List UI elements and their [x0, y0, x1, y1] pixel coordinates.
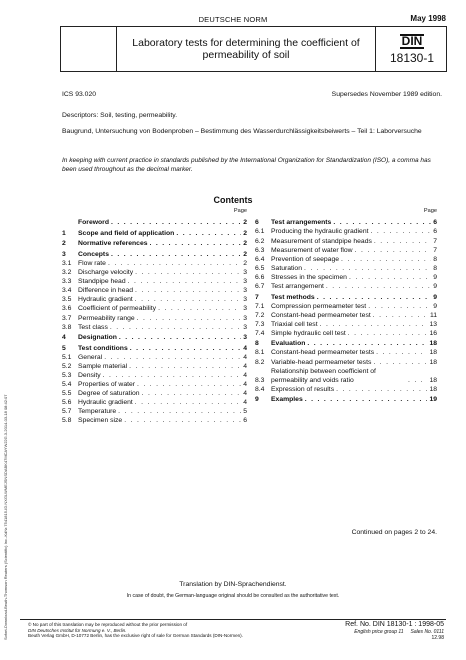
toc-entry [62, 286, 247, 295]
toc-page: 18 [429, 376, 437, 384]
toc-page: 18 [429, 349, 437, 357]
toc-title: Evaluation [271, 340, 306, 348]
toc-number: 8 [255, 340, 259, 348]
toc-leader [137, 314, 242, 323]
toc-number: 6.7 [255, 283, 265, 291]
toc-leader [135, 268, 241, 277]
toc-title: Standpipe head [78, 278, 126, 286]
descriptors: Descriptors: Soil, testing, permeability. [62, 112, 178, 119]
footer-divider [20, 619, 446, 620]
toc-entry [62, 259, 247, 268]
toc-entry [62, 304, 247, 313]
toc-title: Concepts [78, 250, 109, 258]
page-column-label: Page [233, 208, 247, 214]
toc-page: 4 [243, 344, 247, 352]
toc-title: Test class [78, 323, 108, 331]
copyright-line: Beuth Verlag GmbH, D-10772 Berlin, has the exclusive right of sale for German Standards (DIN-Normen). [28, 633, 243, 639]
standard-type: DEUTSCHE NORM [198, 15, 268, 24]
toc-entry [255, 218, 437, 227]
toc-title: Specimen size [78, 417, 123, 425]
ics-code: ICS 93.020 [62, 91, 97, 98]
toc-number: 5.5 [62, 390, 72, 398]
iso-decimal-note: In keeping with current practice in standards published by the International Organization for Standardization (ISO), a comma has been used throughout as the decimal marker. [62, 157, 431, 173]
toc-leader [135, 286, 241, 295]
toc-entry [255, 385, 437, 394]
toc-number: 3.2 [62, 269, 72, 277]
toc-number: 8.4 [255, 385, 265, 393]
toc-entry [62, 323, 247, 332]
toc-title: Variable-head permeameter tests [271, 358, 372, 366]
toc-title: Measurement of standpipe heads [271, 237, 372, 245]
toc-page: 2 [243, 259, 247, 267]
toc-number: 5.8 [62, 417, 72, 425]
sales-number: Sales No. 0111 [410, 629, 444, 635]
document-title: Laboratory tests for determining the coefficient of permeability of soil [116, 27, 376, 71]
toc-entry [62, 407, 247, 416]
toc-entry [255, 246, 437, 255]
toc-title: Prevention of seepage [271, 255, 340, 263]
toc-title: Temperature [78, 408, 117, 416]
toc-page: 2 [243, 229, 247, 237]
toc-title: Test arrangement [271, 283, 324, 291]
toc-title: Sample material [78, 362, 128, 370]
toc-title: Constant-head permeameter test [271, 311, 371, 319]
reference-number: Ref. No. DIN 18130-1 : 1998-05 [345, 621, 444, 628]
toc-page: 9 [433, 302, 437, 310]
toc-number: 1 [62, 229, 66, 237]
toc-page: 11 [429, 311, 437, 319]
toc-leader [374, 237, 431, 246]
toc-entry [62, 295, 247, 304]
toc-number: 7.2 [255, 311, 265, 319]
toc-page: 3 [243, 314, 247, 322]
toc-number: 3.4 [62, 287, 72, 295]
toc-page: 4 [243, 380, 247, 388]
publication-date: May 1998 [410, 14, 446, 23]
toc-leader [130, 344, 242, 353]
toc-page: 6 [433, 219, 437, 227]
toc-number: 7 [255, 293, 259, 301]
toc-title: Simple hydraulic cell test [271, 329, 346, 337]
toc-leader [142, 389, 242, 398]
standard-id [377, 27, 447, 71]
toc-page: 18 [429, 385, 437, 393]
copyright-line: DIN Deutsches Institut für Normung e. V., Berlin. [28, 627, 127, 633]
toc-number: 3.1 [62, 259, 72, 267]
toc-entry [62, 229, 247, 238]
toc-leader [176, 229, 241, 238]
toc-entry [62, 353, 247, 362]
toc-leader [108, 259, 241, 268]
toc-title: Examples [271, 396, 303, 404]
toc-entry [255, 329, 437, 338]
toc-number: 4 [62, 334, 66, 342]
toc-entry [255, 395, 437, 404]
toc-leader [326, 282, 431, 291]
toc-title: Producing the hydraulic gradient [271, 228, 369, 236]
toc-entry [255, 320, 437, 329]
toc-leader [304, 264, 431, 273]
toc-page: 7 [433, 237, 437, 245]
toc-title: Test conditions [78, 344, 128, 352]
toc-page: 6 [433, 228, 437, 236]
contents-heading: Contents [213, 195, 253, 205]
toc-entry [255, 367, 437, 385]
toc-page: 9 [433, 293, 437, 301]
toc-title: Triaxial cell test [271, 320, 318, 328]
toc-leader [129, 362, 241, 371]
toc-title: Difference in head [78, 287, 134, 295]
toc-page: 3 [243, 278, 247, 286]
toc-entry [62, 362, 247, 371]
toc-number: 9 [255, 396, 259, 404]
toc-number: 3 [62, 250, 66, 258]
german-title: Baugrund, Untersuchung von Bodenproben – Bestimmung des Wasserdurchlässigkeitsbeiwerts – Teil 1: Laborversuche [62, 128, 422, 135]
toc-leader [373, 311, 428, 320]
toc-entry [62, 218, 247, 227]
copyright-line: © No part of this translation may be reproduced without the prior permission of [28, 622, 188, 627]
toc-leader [320, 320, 428, 329]
toc-leader [349, 273, 431, 282]
toc-title: Hydraulic gradient [78, 296, 133, 304]
toc-page: 19 [429, 396, 437, 404]
toc-page: 3 [243, 269, 247, 277]
toc-title: Relationship between coefficient of permeability and voids ratio [271, 367, 376, 384]
toc-page: 16 [429, 329, 437, 337]
toc-title: Density [78, 371, 101, 379]
toc-entry [255, 339, 437, 348]
toc-leader [135, 398, 241, 407]
toc-page: 13 [429, 320, 437, 328]
toc-entry [62, 344, 247, 353]
title-block [60, 26, 447, 72]
toc-leader [333, 218, 431, 227]
toc-number: 3.8 [62, 323, 72, 331]
toc-number: 5 [62, 344, 66, 352]
toc-page: 3 [243, 296, 247, 304]
toc-title: Discharge velocity [78, 269, 134, 277]
toc-title: Stresses in the specimen [271, 273, 347, 281]
toc-number: 6.6 [255, 273, 265, 281]
translation-credit: Translation by DIN-Sprachendienst. [179, 581, 287, 588]
toc-leader [118, 407, 241, 416]
toc-page: 4 [243, 371, 247, 379]
price-group: English price group 11 [354, 629, 404, 635]
toc-page: 7 [433, 246, 437, 254]
toc-entry [62, 314, 247, 323]
toc-number: 8.2 [255, 358, 265, 366]
toc-entry [62, 277, 247, 286]
toc-page: 3 [243, 323, 247, 331]
toc-title: Expression of results [271, 385, 335, 393]
toc-entry [62, 416, 247, 425]
toc-entry [62, 398, 247, 407]
toc-leader [110, 323, 241, 332]
toc-leader [307, 339, 427, 348]
toc-page: 18 [429, 340, 437, 348]
toc-entry [255, 255, 437, 264]
toc-page: 2 [243, 219, 247, 227]
toc-number: 8.3 [255, 376, 265, 384]
toc-number: 5.7 [62, 408, 72, 416]
toc-leader [305, 395, 428, 404]
toc-leader [111, 250, 241, 259]
toc-leader [370, 227, 431, 236]
din-logo: DIN [401, 33, 423, 48]
toc-leader [376, 348, 427, 357]
toc-title: Permeability range [78, 314, 135, 322]
toc-number: 6.3 [255, 246, 265, 254]
toc-entry [255, 227, 437, 236]
toc-entry [255, 282, 437, 291]
toc-entry [255, 237, 437, 246]
toc-entry [62, 239, 247, 248]
toc-entry [62, 250, 247, 259]
toc-leader [137, 380, 241, 389]
toc-number: 7.1 [255, 302, 265, 310]
toc-page: 2 [243, 240, 247, 248]
toc-page: 8 [433, 264, 437, 272]
toc-leader [104, 353, 241, 362]
edition-code: 12.98 [431, 635, 444, 641]
toc-page: 8 [433, 255, 437, 263]
toc-page: 3 [243, 305, 247, 313]
toc-number: 3.7 [62, 314, 72, 322]
toc-leader [355, 246, 432, 255]
page-column-label: Page [423, 208, 437, 214]
toc-page: 6 [243, 417, 247, 425]
copyright-notice [28, 622, 243, 639]
toc-title: Compression permeameter test [271, 302, 367, 310]
toc-title: Scope and field of application [78, 229, 175, 237]
toc-leader [119, 333, 241, 342]
toc-page: 2 [243, 250, 247, 258]
standard-number: 18130-1 [389, 50, 435, 65]
toc-title: Foreword [78, 219, 109, 227]
toc-leader [158, 304, 241, 313]
toc-number: 3.6 [62, 305, 72, 313]
toc-entry [62, 380, 247, 389]
toc-page: 4 [243, 362, 247, 370]
toc-leader [150, 239, 242, 248]
toc-number: 6.5 [255, 264, 265, 272]
toc-title: Measurement of water flow [271, 246, 353, 254]
toc-number: 3.5 [62, 296, 72, 304]
toc-title: Constant-head permeameter tests [271, 349, 375, 357]
toc-page: 3 [243, 334, 247, 342]
toc-leader [317, 293, 432, 302]
toc-number: 2 [62, 240, 66, 248]
toc-page: 9 [433, 273, 437, 281]
toc-title: Designation [78, 334, 117, 342]
toc-number: 6.2 [255, 237, 265, 245]
toc-entry [255, 302, 437, 311]
toc-title: General [78, 353, 103, 361]
toc-number: 5.6 [62, 399, 72, 407]
toc-leader [103, 371, 242, 380]
toc-number: 6 [255, 219, 259, 227]
toc-leader [373, 358, 427, 367]
continued-note: Continued on pages 2 to 24. [351, 529, 437, 536]
toc-leader [408, 376, 427, 385]
toc-entry [62, 333, 247, 342]
authoritative-note: In case of doubt, the German-language original should be consulted as the authoritative text. [126, 593, 340, 599]
toc-entry [62, 371, 247, 380]
reference-block [345, 621, 444, 641]
toc-leader [341, 255, 431, 264]
toc-title: Properties of water [78, 380, 136, 388]
toc-leader [336, 385, 427, 394]
toc-page: 9 [433, 283, 437, 291]
toc-entry [255, 293, 437, 302]
toc-number: 7.4 [255, 329, 265, 337]
toc-number: 5.2 [62, 362, 72, 370]
toc-entry [62, 389, 247, 398]
toc-entry [255, 358, 437, 367]
toc-title: Coefficient of permeability [78, 305, 157, 313]
toc-title: Hydraulic gradient [78, 399, 133, 407]
toc-title: Degree of saturation [78, 390, 140, 398]
toc-number: 6.4 [255, 255, 265, 263]
toc-leader [128, 277, 242, 286]
toc-leader [124, 416, 241, 425]
toc-number: 5.4 [62, 380, 72, 388]
toc-entry [255, 311, 437, 320]
toc-page: 3 [243, 287, 247, 295]
toc-entry [255, 264, 437, 273]
contents-right-column [255, 208, 437, 404]
contents-left-column [62, 208, 247, 425]
supersedes-note: Supersedes November 1989 edition. [331, 91, 442, 98]
toc-leader [135, 295, 241, 304]
toc-leader [368, 302, 431, 311]
toc-entry [255, 273, 437, 282]
toc-page: 4 [243, 353, 247, 361]
toc-title: Normative references [78, 240, 148, 248]
toc-number: 7.3 [255, 320, 265, 328]
toc-leader [348, 329, 428, 338]
toc-entry [62, 268, 247, 277]
toc-number: 5.1 [62, 353, 72, 361]
toc-page: 5 [243, 408, 247, 416]
toc-leader [111, 218, 241, 227]
toc-entry [255, 348, 437, 357]
toc-number: 5.3 [62, 371, 72, 379]
toc-page: 4 [243, 390, 247, 398]
toc-page: 18 [429, 358, 437, 366]
toc-page: 4 [243, 399, 247, 407]
download-stamp: Sofort-Download-Beuth-Thomson Reuters (Scientific) Inc.-KdNr.7541815-ID.NXGLWMEJSNSDABK47MCAYWJ2G.3-2014-03-18 08:42:07 [3, 394, 8, 640]
toc-title: Saturation [271, 264, 302, 272]
toc-number: 8.1 [255, 349, 265, 357]
toc-number: 3.3 [62, 278, 72, 286]
toc-title: Test arrangements [271, 219, 332, 227]
toc-number: 6.1 [255, 228, 265, 236]
toc-title: Test methods [271, 293, 315, 301]
toc-title: Flow rate [78, 259, 106, 267]
